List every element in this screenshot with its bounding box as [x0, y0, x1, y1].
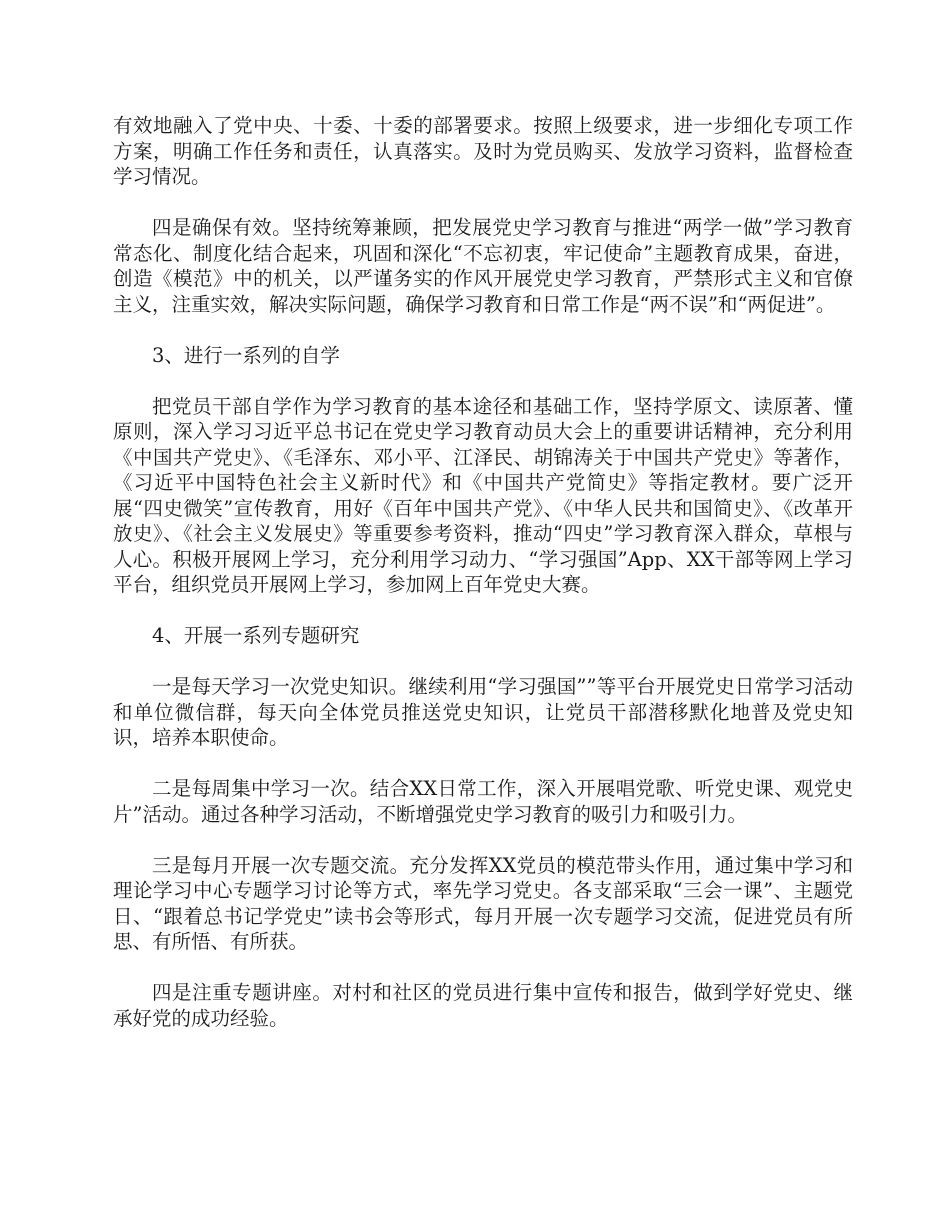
paragraph-ensure-effectiveness: 四是确保有效。坚持统筹兼顾，把发展党史学习教育与推进“两学一做”学习教育常态化、制度化结合起来，巩固和深化“不忘初衷，牢记使命”主题教育成果，奋进，创造《模范》中的机关，以严谨务实的作风开展党史学习教育，严禁形式主义和官僚主义，注重实效，解决实际问题，确保学习教育和日常工作是“两不误”和“两促进”。 [113, 216, 853, 316]
paragraph-self-study: 把党员干部自学作为学习教育的基本途径和基础工作，坚持学原文、读原著、懂原则，深入学习习近平总书记在党史学习教育动员大会上的重要讲话精神，充分利用《中国共产党史》、《毛泽东、邓小平、江泽民、胡锦涛关于中国共产党史》等著作，《习近平中国特色社会主义新时代》和《中国共产党简史》等指定教材。要广泛开展“四史微笑”宣传教育，用好《百年中国共产党》、《中华人民共和国简史》、《改革开放史》、《社会主义发展史》等重要参考资料，推动“四史”学习教育深入群众，草根与人心。积极开展网上学习，充分利用学习动力、“学习强国”App、XX干部等网上学习平台，组织党员开展网上学习，参加网上百年党史大赛。 [113, 394, 853, 596]
paragraph-continuation: 有效地融入了党中央、十委、十委的部署要求。按照上级要求，进一步细化专项工作方案，明确工作任务和责任，认真落实。及时为党员购买、发放学习资料，监督检查学习情况。 [113, 114, 853, 188]
document-body [113, 113, 853, 1057]
section-heading-special-research: 4、开展一系列专题研究 [152, 624, 360, 647]
paragraph-special-lectures: 四是注重专题讲座。对村和社区的党员进行集中宣传和报告，做到学好党史、继承好党的成功经验。 [113, 981, 853, 1030]
section-heading-self-study: 3、进行一系列的自学 [152, 343, 340, 367]
paragraph-monthly-exchange: 三是每月开展一次专题交流。充分发挥XX党员的模范带头作用，通过集中学习和理论学习中心专题学习讨论等方式，率先学习党史。各支部采取“三会一课”、主题党日、“跟着总书记学党史”读书会等形式，每月开展一次专题学习交流，促进党员有所思、有所悟、有所获。 [113, 853, 853, 953]
paragraph-daily-study: 一是每天学习一次党史知识。继续利用“学习强国””等平台开展党史日常学习活动和单位微信群，每天向全体党员推送党史知识，让党员干部潜移默化地普及党史知识，培养本职使命。 [113, 675, 853, 749]
paragraph-weekly-study: 二是每周集中学习一次。结合XX日常工作，深入开展唱党歌、听党史课、观党史片”活动。通过各种学习活动，不断增强党史学习教育的吸引力和吸引力。 [113, 777, 853, 826]
